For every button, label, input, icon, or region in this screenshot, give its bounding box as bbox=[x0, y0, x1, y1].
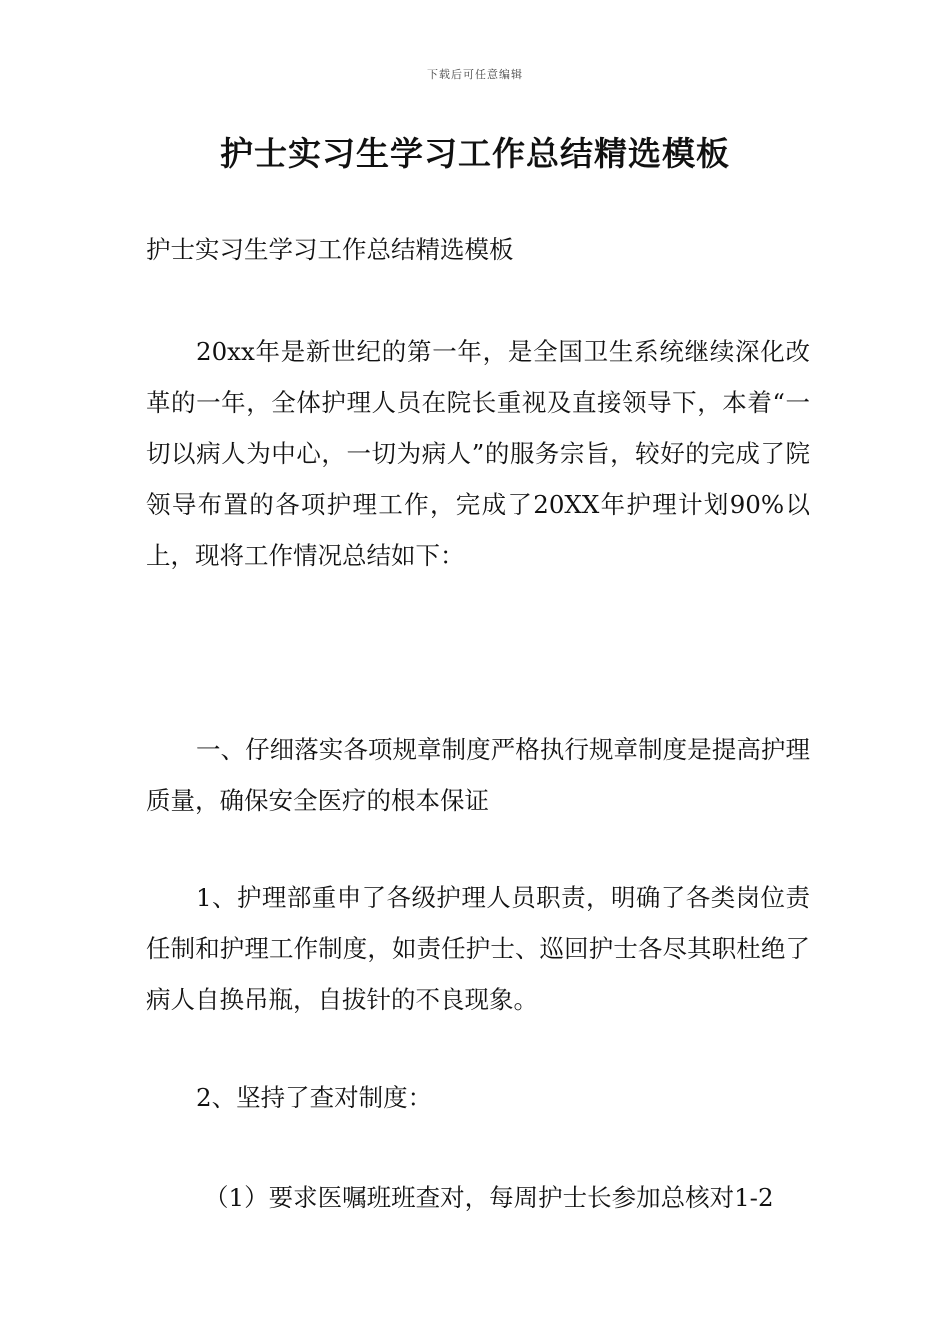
document-title: 护士实习生学习工作总结精选模板 bbox=[220, 134, 730, 173]
item-2-1-paragraph: （1）要求医嘱班班查对，每周护士长参加总核对1-2 bbox=[204, 1183, 774, 1212]
document-subtitle: 护士实习生学习工作总结精选模板 bbox=[146, 235, 514, 264]
section-1-heading: 一、仔细落实各项规章制度严格执行规章制度是提高护理质量，确保安全医疗的根本保证 bbox=[146, 735, 810, 815]
header-note: 下载后可任意编辑 bbox=[427, 68, 523, 81]
intro-paragraph: 20xx年是新世纪的第一年，是全国卫生系统继续深化改革的一年，全体护理人员在院长重视及直接领导下，本着“一切以病人为中心，一切为病人”的服务宗旨，较好的完成了院领导布置的各项护理工作，完成了20XX年护理计划90%以上，现将工作情况总结如下： bbox=[146, 337, 810, 570]
item-1-paragraph: 1、护理部重申了各级护理人员职责，明确了各类岗位责任制和护理工作制度，如责任护士、巡回护士各尽其职杜绝了病人自换吊瓶，自拔针的不良现象。 bbox=[146, 883, 810, 1014]
item-2-paragraph: 2、坚持了查对制度： bbox=[196, 1083, 433, 1112]
